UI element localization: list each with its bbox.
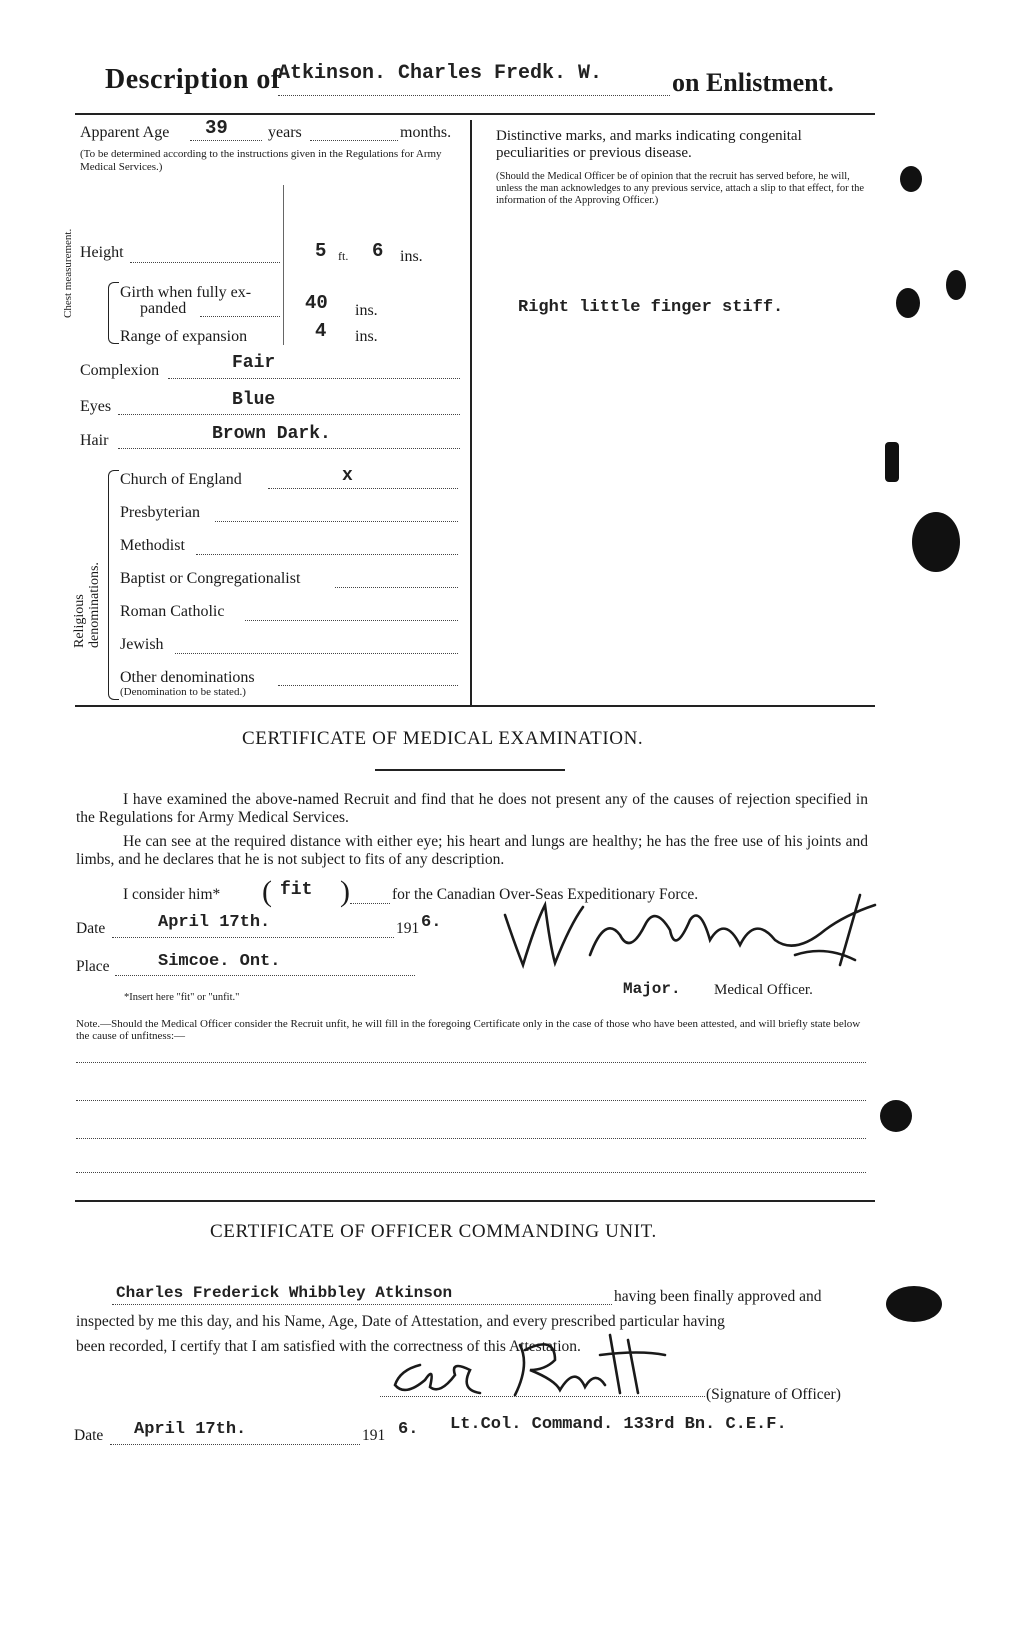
religion-methodist: Methodist <box>120 537 185 554</box>
margin-blot-5 <box>912 512 960 572</box>
margin-blot-1 <box>900 166 922 192</box>
range-value: 4 <box>315 320 327 342</box>
commanding-year-suffix: 6. <box>398 1420 419 1439</box>
margin-blot-6 <box>880 1100 912 1132</box>
ft-label: ft. <box>338 249 349 263</box>
distinctive-marks-heading: Distinctive marks, and marks indicating congenital peculiarities or previous disease. <box>496 128 802 161</box>
fit-bracket-right: ) <box>340 875 350 908</box>
column-divider <box>470 120 472 705</box>
value-column-divider <box>283 185 284 345</box>
description-of-label: Description of <box>105 64 281 95</box>
on-enlistment-label: on Enlistment. <box>672 68 834 97</box>
months-dots <box>310 140 398 141</box>
apparent-age-label: Apparent Age <box>80 124 170 141</box>
religion-dots-5 <box>245 620 458 621</box>
religion-church-of-england: Church of England <box>120 471 242 488</box>
medical-place-label: Place <box>76 958 110 975</box>
medical-title-rule <box>375 769 565 771</box>
commanding-rule <box>75 1200 875 1202</box>
medical-certificate-title: CERTIFICATE OF MEDICAL EXAMINATION. <box>242 728 644 749</box>
unfitness-line-3 <box>76 1138 866 1139</box>
medical-year-prefix: 191 <box>396 920 420 937</box>
range-unit: ins. <box>355 328 378 345</box>
signature-of-officer-label: (Signature of Officer) <box>706 1386 841 1403</box>
recruit-name: Atkinson. Charles Fredk. W. <box>278 62 603 85</box>
margin-blot-4 <box>885 442 899 482</box>
medical-place-value: Simcoe. Ont. <box>158 952 281 971</box>
margin-blot-3 <box>946 270 966 300</box>
chest-bracket <box>108 282 119 344</box>
eyes-dots <box>118 414 460 415</box>
commanding-date-value: April 17th. <box>134 1420 247 1439</box>
margin-blot-2 <box>896 288 920 318</box>
commanding-line-3: been recorded, I certify that I am satisfied with the correctness of this Attestation. <box>76 1338 581 1355</box>
medical-officer-signature <box>495 885 895 985</box>
medical-date-dots <box>112 937 394 938</box>
height-ins-label: ins. <box>400 248 423 265</box>
medical-officer-label: Medical Officer. <box>714 982 813 998</box>
force-label: for the Canadian Over-Seas Expeditionary Force. <box>392 886 699 903</box>
religion-dots-4 <box>335 587 458 588</box>
distinctive-marks-value: Right little finger stiff. <box>518 298 784 317</box>
girth-value: 40 <box>305 292 328 314</box>
signature-dots <box>380 1396 705 1397</box>
girth-dots <box>200 316 280 317</box>
age-value: 39 <box>205 117 228 139</box>
commanding-officer-signature <box>380 1325 700 1405</box>
full-name-dots <box>112 1304 612 1305</box>
girth-label-1: Girth when fully ex- <box>120 284 252 301</box>
name-dotted-line <box>278 95 670 96</box>
religion-presbyterian: Presbyterian <box>120 504 200 521</box>
age-dots <box>190 140 262 141</box>
fit-bracket-left: ( <box>262 875 272 908</box>
unfitness-line-2 <box>76 1100 866 1101</box>
commanding-certificate-title: CERTIFICATE OF OFFICER COMMANDING UNIT. <box>210 1221 657 1242</box>
religion-roman-catholic: Roman Catholic <box>120 603 225 620</box>
body-rule <box>75 705 875 707</box>
complexion-value: Fair <box>232 353 276 373</box>
eyes-label: Eyes <box>80 398 112 415</box>
medical-paragraph-2: He can see at the required distance with either eye; his heart and lungs are healthy; he has the free use of his joints and limbs, and he declares that he is not subject to fits of any description. <box>76 833 868 868</box>
margin-blot-7 <box>886 1286 942 1322</box>
range-label: Range of expansion <box>120 328 248 345</box>
months-label: months. <box>400 124 452 141</box>
commanding-date-label: Date <box>74 1427 104 1444</box>
complexion-dots <box>168 378 460 379</box>
header-rule <box>75 113 875 115</box>
religion-dots-6 <box>175 653 458 654</box>
religion-dots-1 <box>268 488 458 489</box>
consider-label: I consider him* <box>123 886 221 903</box>
form-title <box>105 64 281 96</box>
medical-date-value: April 17th. <box>158 913 271 932</box>
medical-date-label: Date <box>76 920 106 937</box>
commanding-line-1: having been finally approved and <box>614 1288 822 1305</box>
unfitness-line-1 <box>76 1062 866 1063</box>
hair-label: Hair <box>80 432 109 449</box>
height-in-value: 6 <box>372 240 384 262</box>
age-note: (To be determined according to the instructions given in the Regulations for Army Medical Services.) <box>80 148 442 173</box>
fit-dots <box>350 903 390 904</box>
commanding-date-dots <box>110 1444 360 1445</box>
hair-value: Brown Dark. <box>212 424 331 444</box>
years-label: years <box>268 124 302 141</box>
distinctive-marks-note: (Should the Medical Officer be of opinion that the recruit has served before, he will, unless the man acknowledges to any previous service, attach a slip to that effect, for the information of the Approving Officer.) <box>496 171 865 206</box>
commanding-officer-rank: Lt.Col. Command. 133rd Bn. C.E.F. <box>450 1415 787 1434</box>
religious-denominations-label: Religious denominations. <box>72 562 102 648</box>
height-dots <box>130 262 280 263</box>
girth-unit: ins. <box>355 302 378 319</box>
hair-dots <box>118 448 460 449</box>
insert-note: *Insert here "fit" or "unfit." <box>124 992 240 1003</box>
commanding-line-2: inspected by me this day, and his Name, Age, Date of Attestation, and every prescribed particular having <box>76 1313 725 1330</box>
medical-year-suffix: 6. <box>421 913 442 932</box>
other-denomination-note: (Denomination to be stated.) <box>120 686 246 698</box>
height-label: Height <box>80 244 124 261</box>
religion-bracket <box>108 470 119 700</box>
religion-dots-2 <box>215 521 458 522</box>
eyes-value: Blue <box>232 390 276 410</box>
height-ft-value: 5 <box>315 240 327 262</box>
religion-jewish: Jewish <box>120 636 164 653</box>
medical-note: Note.—Should the Medical Officer consider the Recruit unfit, he will fill in the foregoing Certificate only in the case of those who have been attested, and will briefly state below the cause of unfitness:— <box>76 1018 861 1042</box>
unfitness-line-4 <box>76 1172 866 1173</box>
religion-other: Other denominations <box>120 669 255 686</box>
girth-label-2: panded <box>140 300 187 317</box>
medical-officer-rank: Major. <box>623 980 681 998</box>
chest-measurement-label: Chest measurement. <box>62 228 74 318</box>
recruit-full-name: Charles Frederick Whibbley Atkinson <box>116 1284 453 1302</box>
fit-value: fit <box>280 880 313 900</box>
religion-dots-7 <box>278 685 458 686</box>
commanding-year-prefix: 191 <box>362 1427 386 1444</box>
religion-dots-3 <box>196 554 458 555</box>
medical-paragraph-1: I have examined the above-named Recruit and find that he does not present any of the causes of rejection specified in the Regulations for Army Medical Services. <box>76 791 868 826</box>
religion-church-of-england-mark: x <box>342 466 353 486</box>
medical-place-dots <box>115 975 415 976</box>
complexion-label: Complexion <box>80 362 160 379</box>
religion-baptist: Baptist or Congregationalist <box>120 570 301 587</box>
